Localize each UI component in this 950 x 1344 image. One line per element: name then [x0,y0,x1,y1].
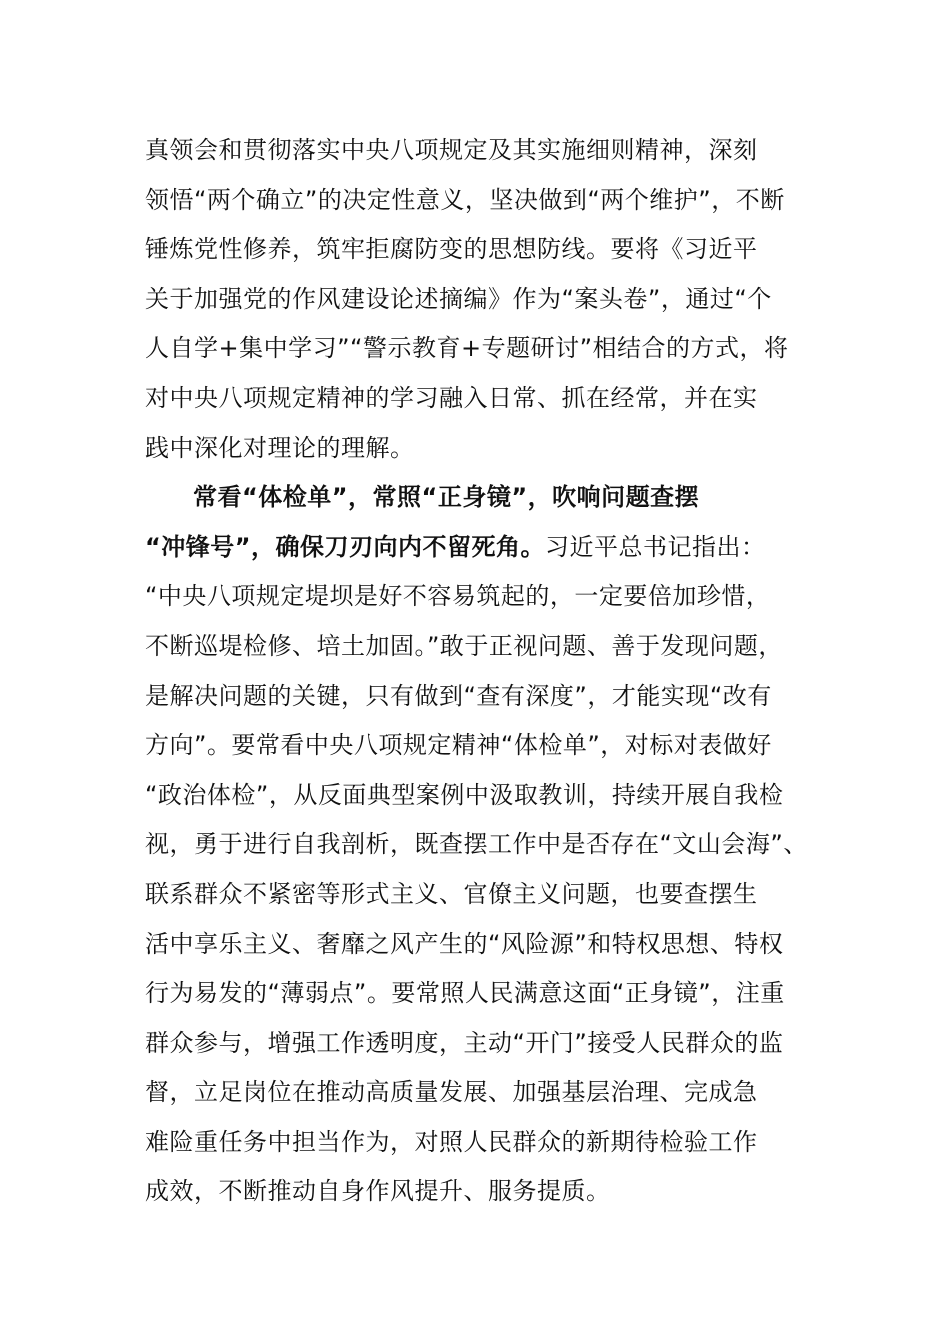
text-line: “中央八项规定堤坝是好不容易筑起的，一定要倍加珍惜， [145,582,771,611]
text-line: 践中深化对理论的理解。 [145,433,415,462]
text-line: 不断巡堤检修、培土加固。”敢于正视问题、善于发现问题， [145,631,783,660]
text-line: 锤炼党性修养，筑牢拒腐防变的思想防线。要将《习近平 [145,235,758,264]
section-heading-line: 常看“体检单”，常照“正身镜”，吹响问题查摆 [193,483,700,512]
text-line: 对中央八项规定精神的学习融入日常、抓在经常，并在实 [145,383,758,412]
section-heading-line: “冲锋号”，确保刀刃向内不留死角。 [145,532,546,561]
text-line: 人自学+集中学习”“警示教育+专题研讨”相结合的方式，将 [145,334,789,363]
text-line: 行为易发的“薄弱点”。要常照人民满意这面“正身镜”，注重 [145,979,785,1008]
text-line: 督，立足岗位在推动高质量发展、加强基层治理、完成急 [145,1078,758,1107]
text-line: 成效，不断推动自身作风提升、服务提质。 [145,1177,611,1206]
text-line: 难险重任务中担当作为，对照人民群众的新期待检验工作 [145,1127,758,1156]
text-line: 方向”。要常看中央八项规定精神“体检单”，对标对表做好 [145,731,772,760]
text-line: 习近平总书记指出： [545,532,766,561]
text-line: 活中享乐主义、奢靡之风产生的“风险源”和特权思想、特权 [145,929,784,958]
text-line: “政治体检”，从反面典型案例中汲取教训，持续开展自我检 [145,780,784,809]
text-line: 关于加强党的作风建设论述摘编》作为“案头卷”，通过“个 [145,284,772,313]
text-line: 是解决问题的关键，只有做到“查有深度”，才能实现“改有 [145,681,772,710]
mixed-line [145,523,825,573]
text-line: 真领会和贯彻落实中央八项规定及其实施细则精神，深刻 [145,136,758,164]
text-line: 群众参与，增强工作透明度，主动“开门”接受人民群众的监 [145,1028,784,1057]
document-body [145,126,825,1217]
text-line: 领悟“两个确立”的决定性意义，坚决做到“两个维护”，不断 [145,185,785,214]
text-line: 联系群众不紧密等形式主义、官僚主义问题，也要查摆生 [145,879,758,908]
text-line: 视，勇于进行自我剖析，既查摆工作中是否存在“文山会海”、 [145,830,808,859]
